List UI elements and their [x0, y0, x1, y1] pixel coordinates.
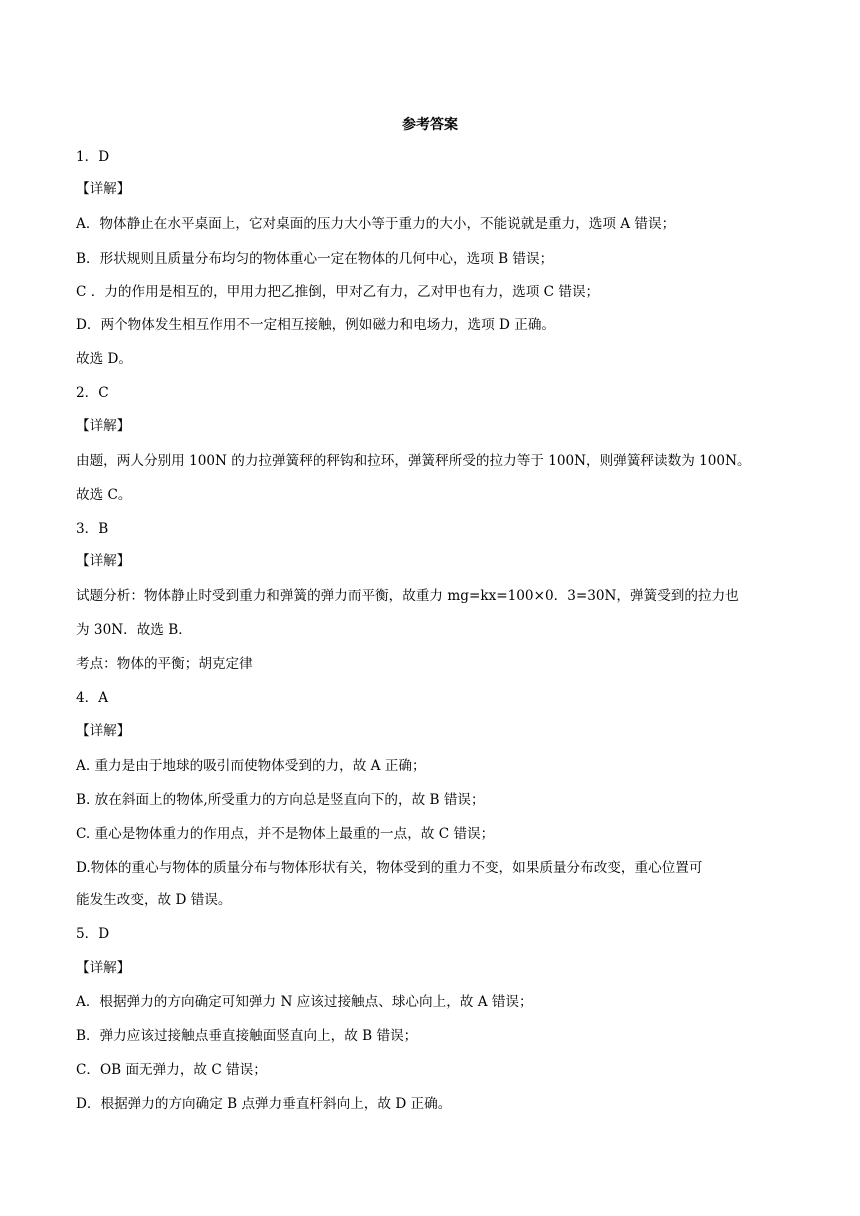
explanation-line: B. 放在斜面上的物体,所受重力的方向总是竖直向下的，故 B 错误；: [76, 792, 485, 808]
explanation-line: 由题，两人分别用 100N 的力拉弹簧秤的秤钩和拉环，弹簧秤所受的拉力等于 100N，则弹簧秤读数为 100N。: [76, 453, 751, 469]
explanation-line: 为 30N．故选 B．: [76, 622, 192, 638]
question-number: 2．C: [76, 385, 109, 401]
explanation-line: B．弹力应该过接触点垂直接触面竖直向上，故 B 错误；: [76, 1028, 418, 1044]
page-title: 参考答案: [402, 117, 458, 133]
explanation-line: A．根据弹力的方向确定可知弹力 N 应该过接触点、球心向上，故 A 错误；: [76, 994, 533, 1010]
explanation-line: 能发生改变，故 D 错误。: [76, 892, 232, 908]
conclusion-line: 故选 D。: [76, 351, 133, 367]
question-number: 4．A: [76, 690, 109, 706]
explanation-line: D．两个物体发生相互作用不一定相互接触，例如磁力和电场力，选项 D 正确。: [76, 317, 556, 333]
conclusion-line: 故选 C。: [76, 487, 132, 503]
explanation-heading: 【详解】: [76, 723, 131, 739]
explanation-line: 试题分析：物体静止时受到重力和弹簧的弹力而平衡，故重力 mg=kx=100×0．3=30N，弹簧受到的拉力也: [76, 588, 739, 604]
note-line: 考点：物体的平衡；胡克定律: [76, 656, 253, 672]
explanation-line: A. 重力是由于地球的吸引而使物体受到的力，故 A 正确；: [76, 758, 426, 774]
explanation-line: D.物体的重心与物体的质量分布与物体形状有关，物体受到的重力不变，如果质量分布改变，重心位置可: [76, 860, 703, 876]
explanation-line: C ．力的作用是相互的，甲用力把乙推倒，甲对乙有力，乙对甲也有力，选项 C 错误；: [76, 284, 600, 300]
question-number: 3．B: [76, 521, 109, 537]
question-number: 1．D: [76, 149, 110, 165]
explanation-heading: 【详解】: [76, 181, 131, 197]
explanation-heading: 【详解】: [76, 418, 131, 434]
explanation-line: B．形状规则且质量分布均匀的物体重心一定在物体的几何中心，选项 B 错误；: [76, 251, 554, 267]
explanation-heading: 【详解】: [76, 960, 131, 976]
question-number: 5．D: [76, 926, 110, 942]
explanation-heading: 【详解】: [76, 553, 131, 569]
explanation-line: D．根据弹力的方向确定 B 点弹力垂直杆斜向上，故 D 正确。: [76, 1096, 452, 1112]
explanation-line: A．物体静止在水平桌面上，它对桌面的压力大小等于重力的大小，不能说就是重力，选项 A 错误；: [76, 216, 676, 232]
explanation-line: C．OB 面无弹力，故 C 错误；: [76, 1062, 267, 1078]
explanation-line: C. 重心是物体重力的作用点，并不是物体上最重的一点，故 C 错误；: [76, 826, 495, 842]
